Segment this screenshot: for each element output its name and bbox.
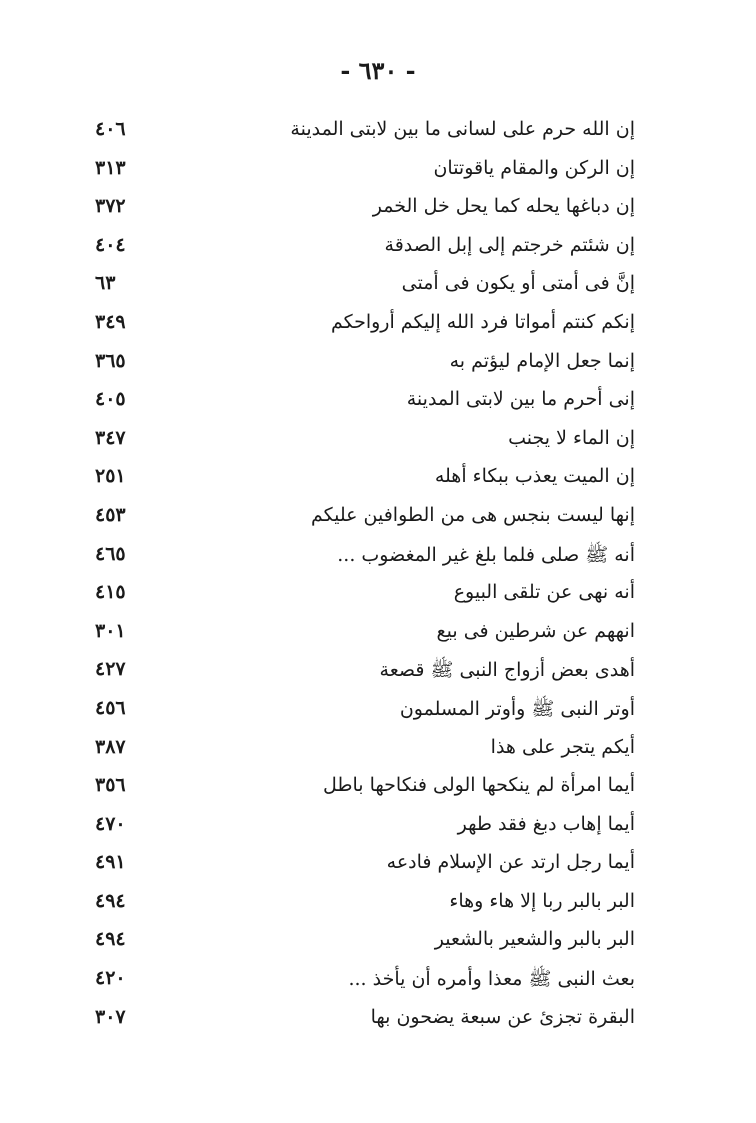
index-entry [95,1000,635,1039]
entry-page-ref: ٣١٣ [95,156,126,179]
index-entry [95,575,635,614]
entry-text: أيما رجل ارتد عن الإسلام فادعه [386,851,635,874]
entry-text: إن الركن والمقام ياقوتتان [433,156,635,179]
entry-text: أيكم يتجر على هذا [490,735,635,758]
index-entry [95,228,635,267]
entry-text: أوتر النبى ﷺ وأوتر المسلمون [399,697,635,720]
index-entry [95,730,635,769]
index-entry [95,845,635,884]
index-entry [95,266,635,305]
entry-text: أيما امرأة لم ينكحها الولى فنكاحها باطل [323,774,635,797]
index-entry [95,151,635,190]
entry-text: إنها ليست بنجس هى من الطوافين عليكم [310,503,635,526]
entry-page-ref: ٣٥٦ [95,774,126,797]
entry-page-ref: ٤٥٦ [95,696,126,719]
index-entry [95,614,635,653]
index-entry [95,421,635,460]
entry-text: إن الماء لا يجنب [508,426,635,449]
entry-text: إن دباغها يحله كما يحل خل الخمر [372,195,635,218]
entry-page-ref: ٤٠٤ [95,233,126,256]
entry-page-ref: ٤٧٠ [95,812,126,835]
index-entry [95,382,635,421]
entry-text: إن الميت يعذب ببكاء أهله [434,465,635,488]
entry-text: بعث النبى ﷺ معذا وأمره أن يأخذ ... [348,968,635,991]
entry-text: إنما جعل الإمام ليؤتم به [449,349,635,372]
entry-text: إنى أحرم ما بين لابتى المدينة [406,388,635,411]
entry-page-ref: ٤٢٠ [95,967,126,990]
entry-page-ref: ٤٥٣ [95,503,126,526]
entry-page-ref: ٦٣ [95,272,116,295]
index-entry [95,537,635,576]
index-entry [95,922,635,961]
index-entry [95,459,635,498]
index-entry [95,652,635,691]
entry-text: إن الله حرم على لسانى ما بين لابتى المدينة [290,118,635,140]
index-entry [95,189,635,228]
entry-page-ref: ٤٢٧ [95,658,126,681]
entry-page-ref: ٣٠٧ [95,1005,126,1028]
index-entry [95,691,635,730]
entry-text: أنه نهى عن تلقى البيوع [453,581,635,604]
entry-page-ref: ٤٩٤ [95,889,126,912]
index-entry [95,112,635,151]
entry-text: أنه ﷺ صلى فلما بلغ غير المغضوب ... [337,543,635,566]
index-entry [95,305,635,344]
entry-text: إنكم كنتم أمواتا فرد الله إليكم أرواحكم [330,310,635,333]
entry-page-ref: ٤٩١ [95,851,126,874]
entry-page-ref: ٣٧٢ [95,195,126,218]
index-entry [95,961,635,1000]
entry-page-ref: ٣٤٧ [95,426,126,449]
entry-text: أهدى بعض أزواج النبى ﷺ قصعة [379,659,635,682]
entry-page-ref: ٤٠٦ [95,118,126,140]
entry-page-ref: ٣٤٩ [95,310,126,333]
entry-page-ref: ٣٠١ [95,619,126,642]
entry-text: البر بالبر والشعير بالشعير [434,928,635,951]
entry-text: البر بالبر ربا إلا هاء وهاء [449,889,635,912]
index-entry [95,498,635,537]
entry-page-ref: ٤٩٤ [95,928,126,951]
entry-page-ref: ٣٦٥ [95,349,126,372]
index-entry [95,884,635,923]
entry-page-ref: ٢٥١ [95,465,126,488]
index-entry [95,344,635,383]
entry-page-ref: ٤٠٥ [95,388,126,411]
entry-text: إنَّ فى أمتى أو يكون فى أمتى [401,272,635,295]
hadith-index-list [95,112,635,1038]
entry-page-ref: ٣٨٧ [95,735,126,758]
entry-text: أيما إهاب دبغ فقد طهر [457,812,635,835]
page-number: - ٦٣٠ - [340,56,416,85]
index-entry [95,768,635,807]
entry-text: البقرة تجزئ عن سبعة يضحون بها [370,1005,635,1028]
entry-text: إن شئتم خرجتم إلى إبل الصدقة [384,233,635,256]
index-entry [95,807,635,846]
entry-page-ref: ٤١٥ [95,581,126,604]
entry-page-ref: ٤٦٥ [95,542,126,565]
entry-text: انههم عن شرطين فى بيع [436,619,635,642]
